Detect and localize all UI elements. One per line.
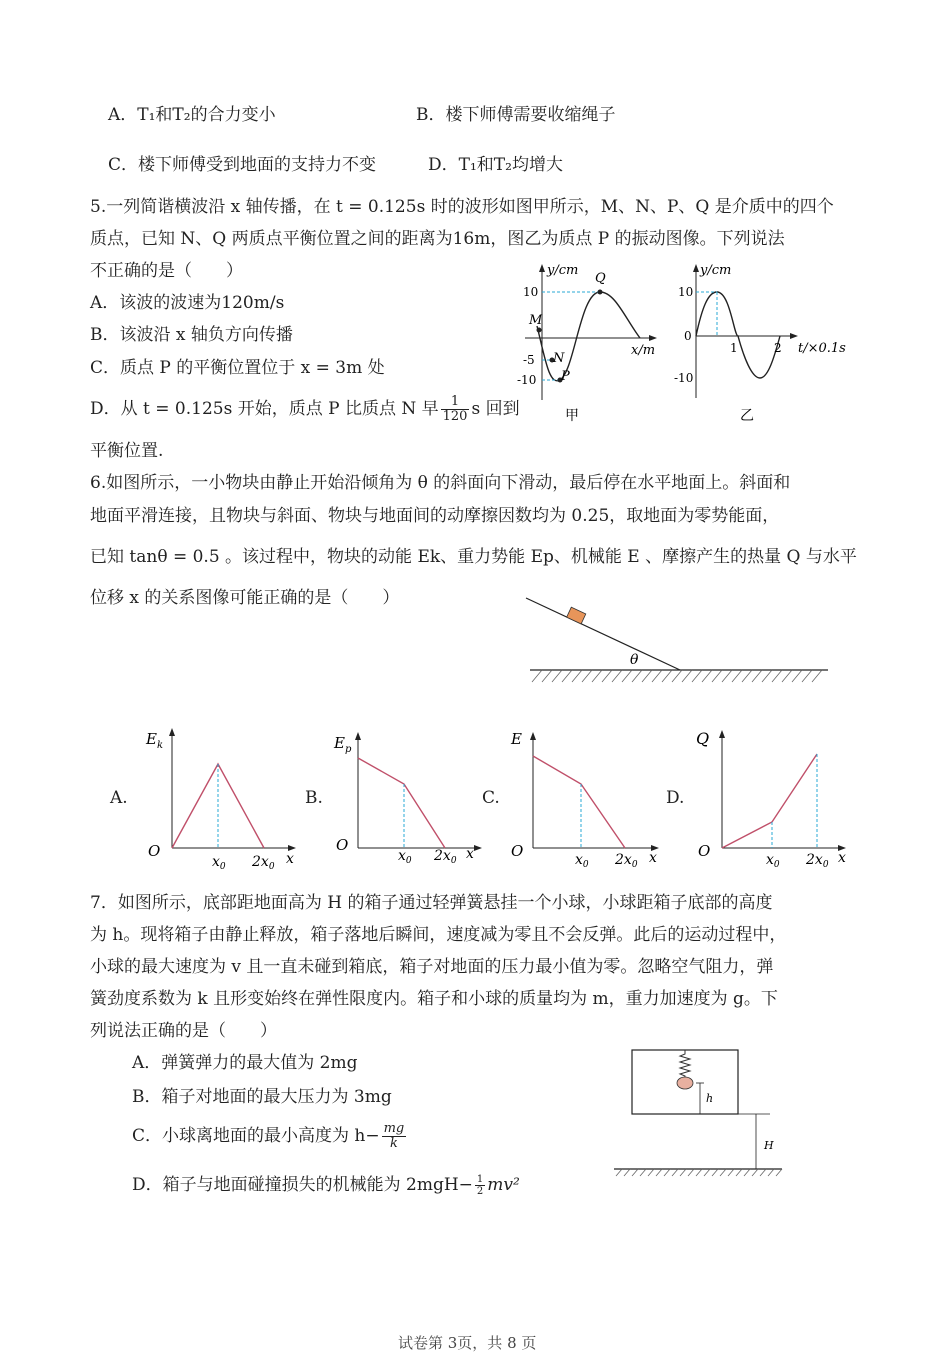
option-text: 楼下师傅需要收缩绳子 — [445, 105, 616, 125]
q4-option-c — [108, 154, 376, 176]
q7-stem-line-2: 为 h。现将箱子由静止释放，箱子落地后瞬间，速度减为零且不会反弹。此后的运动过程中， — [90, 925, 787, 945]
option-text: T₁和T₂均增大 — [458, 155, 563, 175]
fraction — [475, 1174, 485, 1197]
ground-hatching — [532, 670, 822, 682]
graph-b — [330, 722, 490, 872]
label-p: P — [561, 369, 570, 384]
option-text: 楼下师傅受到地面的支持力不变 — [138, 155, 377, 175]
H-label: H — [764, 1139, 774, 1152]
x-axis-label: x — [838, 850, 846, 866]
fraction-denominator: 2 — [476, 1186, 484, 1197]
point-q — [598, 290, 603, 295]
q7-stem-line-1: 7．如图所示，底部距地面高为 H 的箱子通过轻弹簧悬挂一个小球，小球距箱子底部的高度 — [90, 893, 773, 913]
origin-label: O — [148, 842, 161, 860]
origin-label: O — [336, 836, 349, 854]
spring — [680, 1050, 690, 1078]
option-letter: C． — [108, 155, 139, 175]
option-letter: A． — [108, 105, 138, 125]
box-spring-figure — [610, 1045, 790, 1180]
y-arrow — [355, 732, 361, 740]
q7-stem-line-5: 列说法正确的是（ ） — [90, 1021, 277, 1041]
x2-label: $2x_0$ — [615, 852, 638, 870]
x-axis-label: x — [286, 851, 294, 867]
wave-figure-jia — [515, 258, 665, 428]
option-d-prefix: D．箱子与地面碰撞损失的机械能为 2mgH− — [132, 1175, 473, 1195]
graph-a — [140, 722, 305, 872]
caption-yi: 乙 — [740, 408, 754, 424]
q7-stem-line-4: 簧劲度系数为 k 且形变始终在弹性限度内。箱子和小球的质量均为 m，重力加速度为 g。下 — [90, 989, 778, 1009]
graph-c — [505, 722, 665, 872]
q6-stem-line-2: 地面平滑连接，且物块与斜面、物块与地面间的动摩擦因数均为 0.25，取地面为零势能面， — [90, 506, 780, 526]
option-d-prefix: D．从 t = 0.125s 开始，质点 P 比质点 N 早 — [90, 399, 439, 419]
y-label: Q — [696, 729, 710, 748]
y-tick-neg5: -5 — [523, 353, 535, 367]
q4-option-a — [108, 104, 276, 126]
origin-label: O — [698, 842, 711, 860]
h-label: h — [706, 1092, 714, 1105]
point-m — [537, 328, 542, 333]
t-axis-arrow — [790, 333, 798, 339]
graph-d-letter: D. — [666, 788, 685, 808]
y-tick-neg10: -10 — [517, 373, 537, 387]
q6-stem-line-4: 位移 x 的关系图像可能正确的是（ ） — [90, 588, 400, 608]
x-axis-label: x/m — [631, 343, 656, 358]
fraction-numerator: 1 — [476, 1174, 484, 1185]
fraction-denominator: 120 — [442, 409, 468, 424]
y-arrow — [169, 728, 175, 736]
x2-label: $2x_0$ — [252, 854, 275, 872]
x-axis-arrow — [649, 335, 657, 341]
y-axis-label: y/cm — [547, 263, 579, 278]
q5-option-a: A．该波的波速为120m/s — [90, 293, 285, 313]
t-tick-2: 2 — [774, 341, 782, 355]
graph-a-letter: A. — [110, 788, 128, 808]
q7-option-b: B．箱子对地面的最大压力为 3mg — [132, 1087, 392, 1107]
x2-label: $2x_0$ — [434, 848, 457, 866]
y-tick-10: 10 — [678, 285, 694, 299]
y-label: $E_p$ — [334, 734, 352, 755]
y-tick-10: 10 — [523, 285, 539, 299]
wave-curve — [537, 292, 640, 381]
fraction-denominator: k — [389, 1136, 398, 1151]
t-axis-label: t/×0.1s — [798, 341, 846, 356]
caption-jia: 甲 — [565, 408, 579, 424]
fraction — [441, 395, 470, 424]
q5-stem-line-2: 质点，已知 N、Q 两质点平衡位置之间的距离为16m，图乙为质点 P 的振动图像。下列说法 — [90, 229, 785, 249]
fraction-numerator: 1 — [441, 395, 470, 410]
origin-label: O — [511, 842, 524, 860]
y-tick-0: 0 — [684, 329, 692, 343]
label-q: Q — [595, 271, 606, 286]
graph-line — [533, 756, 625, 848]
graph-c-letter: C. — [482, 788, 500, 808]
q7-option-c — [132, 1122, 408, 1151]
incline-figure — [520, 590, 835, 690]
y-arrow — [530, 732, 536, 740]
x0-label: $x_0$ — [398, 848, 412, 866]
x-axis-label: x — [466, 846, 474, 862]
option-d-suffix: mv² — [487, 1175, 520, 1195]
y-label: E — [511, 730, 522, 748]
q6-stem-line-1: 6.如图所示，一小物块由静止开始沿倾角为 θ 的斜面向下滑动，最后停在水平地面上。斜面和 — [90, 473, 791, 493]
q6-stem-line-3: 已知 tanθ = 0.5 。该过程中，物块的动能 Ek、重力势能 Ep、机械能 E 、摩擦产生的热量 Q 与水平 — [90, 547, 857, 567]
q5-option-d-line-2: 平衡位置. — [90, 441, 164, 461]
y-arrow — [719, 730, 725, 738]
q4-option-d — [428, 154, 563, 176]
y-axis-arrow — [539, 264, 545, 272]
option-text: T₁和T₂的合力变小 — [137, 105, 276, 125]
option-d-suffix: s 回到 — [471, 399, 520, 419]
graph-line — [358, 758, 445, 848]
q4-option-b — [416, 104, 616, 126]
x0-label: $x_0$ — [212, 854, 226, 872]
x-arrow — [474, 845, 482, 851]
graph-line — [722, 754, 817, 848]
option-letter: B． — [416, 105, 446, 125]
y-label: $E_k$ — [146, 730, 164, 751]
y-axis-label: y/cm — [700, 263, 732, 278]
q5-stem-line-3: 不正确的是（ ） — [90, 261, 243, 281]
q7-stem-line-3: 小球的最大速度为 v 且一直未碰到箱底，箱子对地面的压力最小值为零。忽略空气阻力，弹 — [90, 957, 774, 977]
q5-option-d — [90, 395, 520, 424]
x2-label: $2x_0$ — [806, 852, 829, 870]
option-c-prefix: C．小球离地面的最小高度为 h− — [132, 1126, 380, 1146]
fraction-numerator: mg — [383, 1121, 405, 1136]
page-footer: 试卷第 3页，共 8 页 — [398, 1334, 537, 1352]
x-axis-label: x — [649, 850, 657, 866]
y-tick-neg10: -10 — [674, 371, 694, 385]
y-axis-arrow — [693, 264, 699, 272]
graph-b-letter: B. — [305, 788, 323, 808]
vibration-figure-yi — [672, 258, 847, 428]
x0-label: $x_0$ — [575, 852, 589, 870]
option-letter: D． — [428, 155, 459, 175]
q7-option-a: A．弹簧弹力的最大值为 2mg — [132, 1053, 358, 1073]
ball — [677, 1077, 693, 1089]
t-tick-1: 1 — [730, 341, 738, 355]
q5-stem-line-1: 5.一列简谐横波沿 x 轴传播，在 t = 0.125s 时的波形如图甲所示，M、N、P、Q 是介质中的四个 — [90, 197, 834, 217]
vibration-curve — [696, 292, 780, 378]
label-n: N — [553, 351, 565, 366]
q5-option-b: B．该波沿 x 轴负方向传播 — [90, 325, 293, 345]
block — [567, 607, 586, 624]
incline-surface — [526, 598, 680, 670]
theta-label: θ — [630, 652, 639, 668]
q5-option-c: C．质点 P 的平衡位置位于 x = 3m 处 — [90, 358, 385, 378]
graph-d — [692, 722, 857, 872]
q7-option-d — [132, 1174, 520, 1197]
ground-hatching — [616, 1169, 782, 1176]
label-m: M — [529, 313, 543, 328]
fraction — [382, 1122, 407, 1151]
x0-label: $x_0$ — [766, 852, 780, 870]
